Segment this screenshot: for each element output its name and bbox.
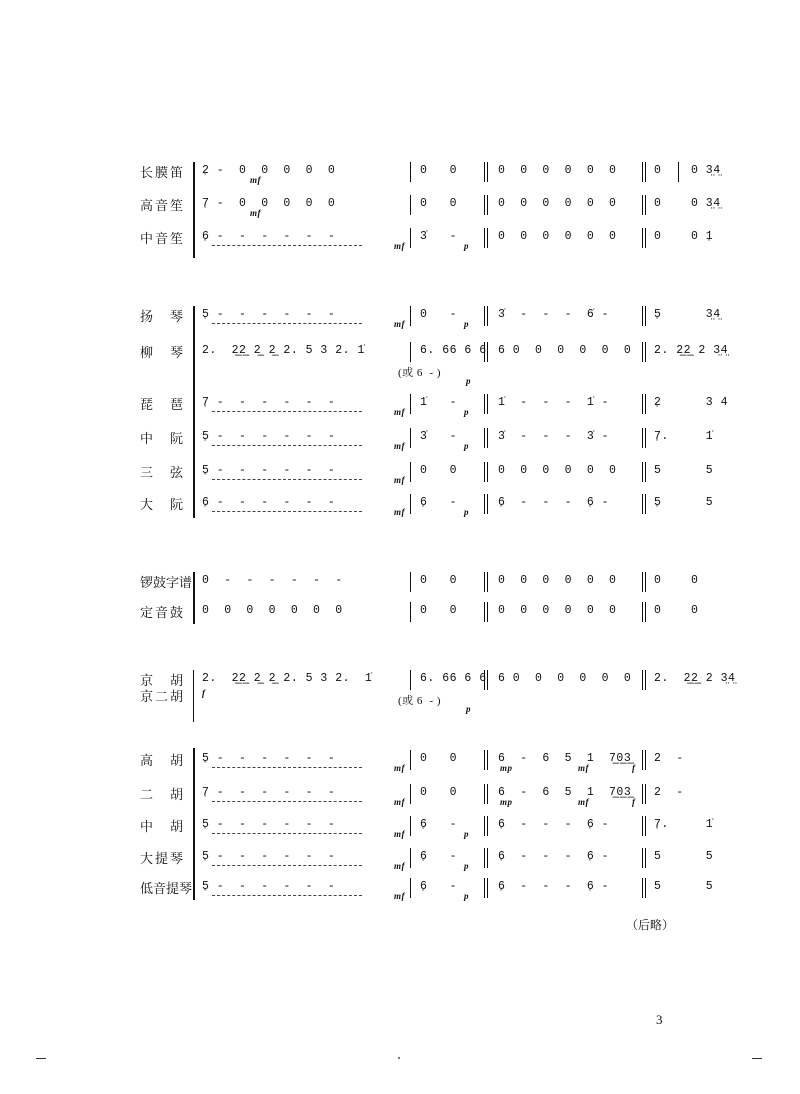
system-winds <box>140 160 721 260</box>
measure-4: 5̣ 3̤4̤ <box>654 308 721 321</box>
measure-1: 2̣ - 0 0 0 0 0 <box>202 164 336 177</box>
measure-3: 6̣ - - - 6̣ - <box>498 880 610 893</box>
barline <box>484 494 488 514</box>
dynamic-mark: f <box>632 797 636 807</box>
barline <box>410 784 411 804</box>
barline <box>642 784 646 804</box>
barline <box>642 848 646 868</box>
measure-4: 7̣. 1̇ <box>654 818 714 831</box>
measure-4: 0 0 1̣ <box>654 230 714 243</box>
staff-row <box>140 876 714 906</box>
measure-4: 2̣ 3 4 <box>654 396 729 409</box>
measure-1: 5̣ - - - - - - <box>202 880 336 893</box>
instrument-name: 大 阮 <box>140 497 186 512</box>
dashed-line <box>212 445 362 446</box>
notation <box>202 494 714 517</box>
dynamic-mark: mf <box>578 797 589 807</box>
notation <box>202 848 714 871</box>
crop-mark <box>752 1058 762 1059</box>
measure-1: 2. 2̲2̲ 2̲ 2̲ 2. 5 3 2. 1̇ <box>202 344 365 357</box>
notation <box>202 816 714 839</box>
barline <box>484 462 488 482</box>
dynamic-mark: p <box>464 319 469 329</box>
measure-4: 0 0 <box>654 574 699 587</box>
barline <box>642 878 646 898</box>
dynamic-mark: p <box>464 241 469 251</box>
staff-row <box>140 748 684 778</box>
dynamic-mark: mf <box>394 763 405 773</box>
instrument-name: 高音笙 <box>140 198 186 213</box>
alternate-reading: (或 6 - ) <box>398 367 441 379</box>
barline <box>484 848 488 868</box>
measure-2: 0 0 <box>420 786 458 799</box>
omitted-note: （后略） <box>626 918 675 932</box>
measure-1: 5̣ - - - - - - <box>202 850 336 863</box>
staff-row <box>140 426 714 456</box>
barline <box>410 306 411 326</box>
measure-4: 5̣ 5 <box>654 496 714 509</box>
staff-row <box>140 392 729 422</box>
measure-1: 5̣ - - - - - - <box>202 308 336 321</box>
measure-3: 0 0 0 0 0 0 <box>498 574 617 587</box>
dynamic-mark: mf <box>394 891 405 901</box>
measure-2: 3̇ - <box>420 230 458 243</box>
instrument-name: 锣鼓字谱 <box>140 575 193 590</box>
staff-row <box>140 226 714 256</box>
notation <box>202 784 684 807</box>
instrument-name: 低音提琴 <box>140 881 193 896</box>
measure-1: 5̣ - - - - - - <box>202 818 336 831</box>
dynamic-mark: mf <box>394 319 405 329</box>
measure-2: 0 0 <box>420 464 458 477</box>
barline <box>642 462 646 482</box>
barline <box>410 162 411 182</box>
staff-row <box>140 193 721 223</box>
measure-4: 0 0 <box>654 604 699 617</box>
dynamic-mark: mf <box>394 475 405 485</box>
barline <box>484 228 488 248</box>
measure-3: 0 0 0 0 0 0 <box>498 464 617 477</box>
measure-1: 7̣ - 0 0 0 0 0 <box>202 197 336 210</box>
barline <box>410 572 411 592</box>
dynamic-mark: mp <box>500 763 513 773</box>
measure-3: 0 0 0 0 0 0 <box>498 230 617 243</box>
measure-1: 0 - - - - - - <box>202 574 343 587</box>
measure-3: 3̇ - - - 3̇ - <box>498 430 610 443</box>
barline <box>678 162 679 182</box>
staff-row <box>140 492 714 522</box>
notation <box>202 750 684 773</box>
barline <box>410 848 411 868</box>
dynamic-mark: p <box>464 407 469 417</box>
barline <box>410 670 411 690</box>
measure-1: 7̣ - - - - - - <box>202 786 336 799</box>
measure-1: 5̣ - - - - - - <box>202 430 336 443</box>
barline <box>484 428 488 448</box>
dashed-line <box>212 323 362 324</box>
dynamic-mark: mf <box>250 208 261 218</box>
barline <box>642 494 646 514</box>
notation <box>202 195 721 218</box>
dashed-line <box>212 801 362 802</box>
barline <box>410 462 411 482</box>
barline <box>410 750 411 770</box>
measure-3: 6̣ - - - 6̣ - <box>498 496 610 509</box>
dashed-line <box>212 895 362 896</box>
system-percussion <box>140 570 699 626</box>
dynamic-mark: mf <box>394 861 405 871</box>
barline <box>484 670 488 690</box>
barline <box>410 602 411 622</box>
measure-3: 0 0 0 0 0 0 <box>498 164 617 177</box>
measure-3: 6 - 6 5 1 7̲0̲3̲ <box>498 786 632 799</box>
notation <box>202 878 714 901</box>
barline <box>484 878 488 898</box>
measure-3: 1̇ - - - 1̇ - <box>498 396 610 409</box>
instrument-name: 柳 琴 <box>140 345 186 360</box>
barline <box>484 784 488 804</box>
notation <box>202 342 729 386</box>
measure-4: 2 - <box>654 786 684 799</box>
staff-row <box>140 340 729 386</box>
measure-3: 6̣ - - - 6̣ - <box>498 818 610 831</box>
notation <box>202 162 721 185</box>
dashed-line <box>212 245 362 246</box>
staff-row <box>140 846 714 876</box>
instrument-name: 中音笙 <box>140 231 186 246</box>
measure-4: 7̣. 1̇ <box>654 430 714 443</box>
measure-3: 6 - 6 5 1 7̲0̲3̲ <box>498 752 632 765</box>
dashed-line <box>212 411 362 412</box>
staff-row <box>140 160 721 190</box>
barline <box>484 816 488 836</box>
dynamic-mark: p <box>466 704 471 714</box>
barline <box>484 394 488 414</box>
instrument-name: 扬 琴 <box>140 309 186 324</box>
page-number: 3 <box>656 1012 663 1027</box>
barline <box>484 342 488 362</box>
barline <box>410 816 411 836</box>
dynamic-mark: mf <box>394 797 405 807</box>
system-jinghu <box>140 668 736 724</box>
measure-2: 0 0 <box>420 604 458 617</box>
barline <box>410 342 411 362</box>
staff-row <box>140 782 684 812</box>
dashed-line <box>212 511 362 512</box>
measure-3: 0 0 0 0 0 0 <box>498 604 617 617</box>
measure-4: 5 5 <box>654 464 714 477</box>
measure-2: 6̣ - <box>420 880 458 893</box>
measure-3: 6 0 0 0 0 0 0 <box>498 344 632 357</box>
measure-2: 6. 66 6 6 <box>420 344 487 357</box>
measure-4: 0 0 3̤4̤ <box>654 164 721 177</box>
dynamic-mark: f <box>632 763 636 773</box>
dynamic-mark: p <box>464 829 469 839</box>
dynamic-mark: p <box>464 891 469 901</box>
barline <box>642 670 646 690</box>
measure-1: 6̣ - - - - - - <box>202 230 336 243</box>
measure-2: 0 0 <box>420 752 458 765</box>
instrument-name: 高 胡 <box>140 753 186 768</box>
measure-4: 5 5 <box>654 880 714 893</box>
instrument-name: 中 胡 <box>140 819 186 834</box>
barline <box>484 750 488 770</box>
dashed-line <box>212 767 362 768</box>
notation <box>202 462 714 485</box>
notation <box>202 428 714 451</box>
instrument-name: 定音鼓 <box>140 605 186 620</box>
staff-row <box>140 304 721 334</box>
barline <box>484 195 488 215</box>
staff-row <box>140 668 736 724</box>
dashed-line <box>212 479 362 480</box>
measure-2: 6. 66 6 6 <box>420 672 487 685</box>
system-bowed <box>140 746 714 902</box>
instrument-name: 京 胡 <box>140 673 186 688</box>
measure-3: 6̣ - - - 6̣ - <box>498 850 610 863</box>
notation <box>202 394 729 417</box>
measure-2: 6̣ - <box>420 818 458 831</box>
notation <box>202 306 721 329</box>
staff-row <box>140 814 714 844</box>
barline <box>410 228 411 248</box>
dynamic-mark: mf <box>394 441 405 451</box>
crop-mark <box>36 1058 46 1059</box>
notation <box>202 602 699 624</box>
staff-row <box>140 460 714 490</box>
measure-2: 6̣ - <box>420 850 458 863</box>
measure-1: 6̣ - - - - - - <box>202 496 336 509</box>
measure-2: 3̇ - <box>420 430 458 443</box>
measure-2: 0 0 <box>420 197 458 210</box>
barline <box>642 228 646 248</box>
barline <box>642 162 646 182</box>
dynamic-mark: mf <box>394 241 405 251</box>
barline <box>410 878 411 898</box>
dynamic-mark: mf <box>394 407 405 417</box>
barline <box>642 428 646 448</box>
dashed-line <box>212 833 362 834</box>
measure-3: 0 0 0 0 0 0 <box>498 197 617 210</box>
measure-2: 0 0 <box>420 164 458 177</box>
measure-1: 5̣ - - - - - - <box>202 752 336 765</box>
measure-1: 2. 2̲2̲ 2̲ 2̲ 2. 5 3 2. 1̇ <box>202 672 373 685</box>
dynamic-mark: p <box>464 507 469 517</box>
dynamic-mark: p <box>466 376 471 386</box>
barline <box>642 306 646 326</box>
barline <box>484 162 488 182</box>
measure-2: 1̇ - <box>420 396 458 409</box>
instrument-name: 三 弦 <box>140 465 186 480</box>
barline <box>642 342 646 362</box>
dynamic-mark: p <box>464 861 469 871</box>
dynamic-mark: mp <box>500 797 513 807</box>
barline <box>642 394 646 414</box>
dynamic-mark: mf <box>250 175 261 185</box>
barline <box>410 428 411 448</box>
instrument-name-2: 京二胡 <box>140 689 186 704</box>
barline <box>642 816 646 836</box>
instrument-name: 长膜笛 <box>140 165 186 180</box>
instrument-name: 琵 琶 <box>140 397 186 412</box>
dynamic-mark: mf <box>394 507 405 517</box>
barline <box>484 306 488 326</box>
barline <box>642 750 646 770</box>
measure-4: 5 5 <box>654 850 714 863</box>
instrument-name: 二 胡 <box>140 787 186 802</box>
measure-4: 0 0 3̤4̤ <box>654 197 721 210</box>
staff-row <box>140 600 699 630</box>
measure-1: 0 0 0 0 0 0 0 <box>202 604 343 617</box>
barline <box>642 195 646 215</box>
measure-4: 2. 2̲2̲ 2 3̤4̤ <box>654 344 729 357</box>
barline <box>642 602 646 622</box>
measure-3: 6 0 0 0 0 0 0 <box>498 672 632 685</box>
measure-4: 2. 2̲2̲ 2 3̤4̤ <box>654 672 736 685</box>
dynamic-mark: p <box>464 441 469 451</box>
dashed-line <box>212 865 362 866</box>
crop-mark <box>398 1057 400 1059</box>
alternate-reading: (或 6 - ) <box>398 695 441 707</box>
measure-4: 2 - <box>654 752 684 765</box>
instrument-name: 中 阮 <box>140 431 186 446</box>
measure-1: 7̣ - - - - - - <box>202 396 336 409</box>
measure-1: 5̣ - - - - - - <box>202 464 336 477</box>
measure-3: 3̇ - - - 6̇ - <box>498 308 610 321</box>
staff-row <box>140 570 699 600</box>
notation <box>202 228 714 251</box>
measure-2: 6̣ - <box>420 496 458 509</box>
dynamic-mark: f <box>202 688 206 698</box>
notation <box>202 572 699 594</box>
system-plucked <box>140 304 729 520</box>
barline <box>410 195 411 215</box>
barline <box>642 572 646 592</box>
dynamic-mark: mf <box>578 763 589 773</box>
dynamic-mark: mf <box>394 829 405 839</box>
barline <box>410 494 411 514</box>
measure-2: 0 - <box>420 308 458 321</box>
barline <box>484 572 488 592</box>
instrument-name: 大提琴 <box>140 851 186 866</box>
barline <box>484 602 488 622</box>
notation <box>202 670 736 714</box>
barline <box>410 394 411 414</box>
measure-2: 0 0 <box>420 574 458 587</box>
